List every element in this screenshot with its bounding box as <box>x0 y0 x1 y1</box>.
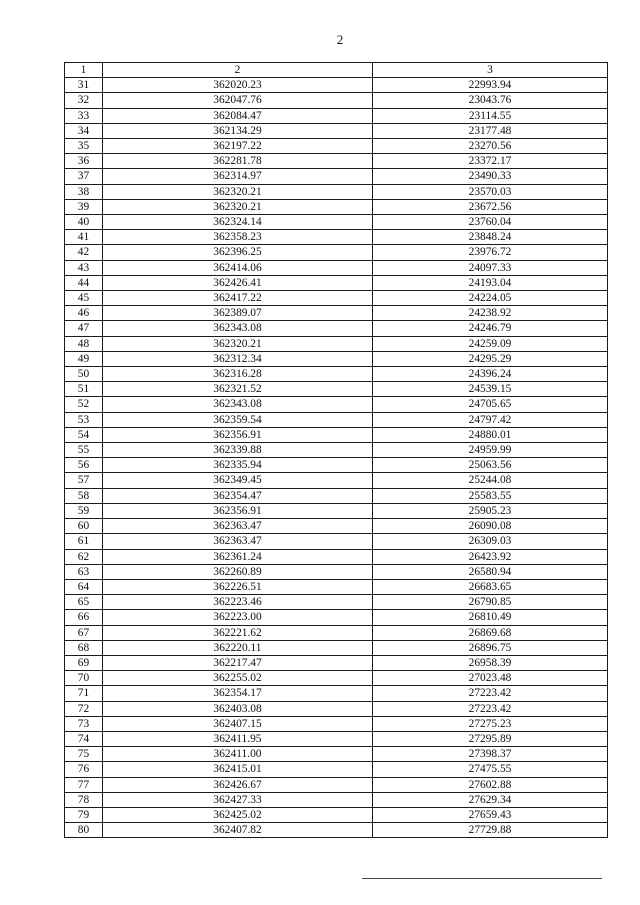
cell-point-number: 34 <box>65 123 103 138</box>
cell-x-coordinate: 362197.22 <box>103 139 373 154</box>
cell-point-number: 40 <box>65 215 103 230</box>
cell-point-number: 58 <box>65 488 103 503</box>
table-row <box>65 351 608 366</box>
cell-x-coordinate: 362403.08 <box>103 701 373 716</box>
table-row <box>65 412 608 427</box>
cell-y-coordinate: 26958.39 <box>373 655 608 670</box>
table-row <box>65 321 608 336</box>
cell-x-coordinate: 362226.51 <box>103 579 373 594</box>
cell-x-coordinate: 362314.97 <box>103 169 373 184</box>
cell-point-number: 45 <box>65 291 103 306</box>
cell-x-coordinate: 362363.47 <box>103 534 373 549</box>
cell-point-number: 75 <box>65 747 103 762</box>
cell-x-coordinate: 362324.14 <box>103 215 373 230</box>
table-row <box>65 458 608 473</box>
table-row <box>65 564 608 579</box>
cell-point-number: 49 <box>65 351 103 366</box>
cell-y-coordinate: 27223.42 <box>373 701 608 716</box>
table-row <box>65 519 608 534</box>
table-row <box>65 382 608 397</box>
cell-point-number: 33 <box>65 108 103 123</box>
table-row <box>65 640 608 655</box>
cell-point-number: 48 <box>65 336 103 351</box>
cell-y-coordinate: 24396.24 <box>373 367 608 382</box>
cell-y-coordinate: 24246.79 <box>373 321 608 336</box>
table-row <box>65 579 608 594</box>
table-row <box>65 169 608 184</box>
cell-y-coordinate: 25905.23 <box>373 503 608 518</box>
cell-point-number: 50 <box>65 367 103 382</box>
cell-y-coordinate: 27295.89 <box>373 731 608 746</box>
cell-y-coordinate: 23270.56 <box>373 139 608 154</box>
table-row <box>65 655 608 670</box>
table-row <box>65 184 608 199</box>
cell-x-coordinate: 362321.52 <box>103 382 373 397</box>
table-row <box>65 397 608 412</box>
cell-y-coordinate: 24295.29 <box>373 351 608 366</box>
cell-point-number: 80 <box>65 823 103 838</box>
coordinates-table <box>64 62 608 838</box>
cell-x-coordinate: 362343.08 <box>103 397 373 412</box>
cell-point-number: 53 <box>65 412 103 427</box>
cell-x-coordinate: 362425.02 <box>103 807 373 822</box>
cell-point-number: 69 <box>65 655 103 670</box>
table-row <box>65 701 608 716</box>
cell-y-coordinate: 26580.94 <box>373 564 608 579</box>
table-row <box>65 716 608 731</box>
cell-point-number: 76 <box>65 762 103 777</box>
cell-x-coordinate: 362320.21 <box>103 199 373 214</box>
cell-x-coordinate: 362356.91 <box>103 503 373 518</box>
cell-y-coordinate: 23570.03 <box>373 184 608 199</box>
cell-y-coordinate: 23043.76 <box>373 93 608 108</box>
cell-point-number: 60 <box>65 519 103 534</box>
cell-y-coordinate: 25063.56 <box>373 458 608 473</box>
table-row <box>65 230 608 245</box>
cell-point-number: 31 <box>65 78 103 93</box>
cell-x-coordinate: 362047.76 <box>103 93 373 108</box>
table-row <box>65 625 608 640</box>
cell-x-coordinate: 362426.67 <box>103 777 373 792</box>
footer-divider <box>362 878 602 879</box>
table-row <box>65 336 608 351</box>
cell-x-coordinate: 362223.46 <box>103 595 373 610</box>
cell-point-number: 37 <box>65 169 103 184</box>
cell-y-coordinate: 22993.94 <box>373 78 608 93</box>
table-row <box>65 777 608 792</box>
cell-x-coordinate: 362361.24 <box>103 549 373 564</box>
table-row <box>65 306 608 321</box>
cell-point-number: 51 <box>65 382 103 397</box>
cell-point-number: 52 <box>65 397 103 412</box>
cell-x-coordinate: 362255.02 <box>103 671 373 686</box>
cell-point-number: 39 <box>65 199 103 214</box>
table-row <box>65 443 608 458</box>
cell-point-number: 61 <box>65 534 103 549</box>
cell-point-number: 70 <box>65 671 103 686</box>
table-row <box>65 93 608 108</box>
cell-x-coordinate: 362411.00 <box>103 747 373 762</box>
table-row <box>65 245 608 260</box>
cell-x-coordinate: 362134.29 <box>103 123 373 138</box>
cell-y-coordinate: 27602.88 <box>373 777 608 792</box>
cell-y-coordinate: 25244.08 <box>373 473 608 488</box>
coordinates-table-body <box>65 63 608 838</box>
cell-y-coordinate: 24224.05 <box>373 291 608 306</box>
cell-x-coordinate: 362415.01 <box>103 762 373 777</box>
cell-x-coordinate: 362339.88 <box>103 443 373 458</box>
cell-y-coordinate: 27729.88 <box>373 823 608 838</box>
cell-y-coordinate: 27398.37 <box>373 747 608 762</box>
cell-point-number: 35 <box>65 139 103 154</box>
cell-point-number: 55 <box>65 443 103 458</box>
cell-y-coordinate: 23490.33 <box>373 169 608 184</box>
cell-point-number: 46 <box>65 306 103 321</box>
table-row <box>65 199 608 214</box>
cell-y-coordinate: 24238.92 <box>373 306 608 321</box>
column-header-x: 2 <box>103 63 373 78</box>
table-row <box>65 595 608 610</box>
column-header-number: 1 <box>65 63 103 78</box>
cell-point-number: 77 <box>65 777 103 792</box>
cell-y-coordinate: 26810.49 <box>373 610 608 625</box>
cell-y-coordinate: 26309.03 <box>373 534 608 549</box>
table-row <box>65 807 608 822</box>
table-row <box>65 367 608 382</box>
cell-x-coordinate: 362427.33 <box>103 792 373 807</box>
table-row <box>65 215 608 230</box>
cell-y-coordinate: 25583.55 <box>373 488 608 503</box>
table-row <box>65 78 608 93</box>
cell-y-coordinate: 24259.09 <box>373 336 608 351</box>
cell-point-number: 32 <box>65 93 103 108</box>
table-row <box>65 139 608 154</box>
cell-point-number: 66 <box>65 610 103 625</box>
cell-point-number: 65 <box>65 595 103 610</box>
table-row <box>65 473 608 488</box>
cell-x-coordinate: 362396.25 <box>103 245 373 260</box>
cell-x-coordinate: 362221.62 <box>103 625 373 640</box>
cell-x-coordinate: 362281.78 <box>103 154 373 169</box>
cell-x-coordinate: 362363.47 <box>103 519 373 534</box>
cell-y-coordinate: 23760.04 <box>373 215 608 230</box>
cell-point-number: 41 <box>65 230 103 245</box>
cell-x-coordinate: 362354.47 <box>103 488 373 503</box>
cell-y-coordinate: 24797.42 <box>373 412 608 427</box>
cell-y-coordinate: 24193.04 <box>373 275 608 290</box>
cell-point-number: 44 <box>65 275 103 290</box>
cell-y-coordinate: 24097.33 <box>373 260 608 275</box>
table-row <box>65 503 608 518</box>
cell-x-coordinate: 362426.41 <box>103 275 373 290</box>
cell-y-coordinate: 23672.56 <box>373 199 608 214</box>
table-row <box>65 792 608 807</box>
cell-x-coordinate: 362359.54 <box>103 412 373 427</box>
cell-y-coordinate: 27659.43 <box>373 807 608 822</box>
cell-point-number: 36 <box>65 154 103 169</box>
cell-point-number: 54 <box>65 427 103 442</box>
table-row <box>65 291 608 306</box>
cell-point-number: 78 <box>65 792 103 807</box>
table-row <box>65 762 608 777</box>
cell-x-coordinate: 362356.91 <box>103 427 373 442</box>
table-row <box>65 275 608 290</box>
table-row <box>65 671 608 686</box>
cell-y-coordinate: 26869.68 <box>373 625 608 640</box>
cell-point-number: 64 <box>65 579 103 594</box>
cell-x-coordinate: 362223.00 <box>103 610 373 625</box>
cell-point-number: 47 <box>65 321 103 336</box>
cell-x-coordinate: 362407.82 <box>103 823 373 838</box>
cell-y-coordinate: 24539.15 <box>373 382 608 397</box>
cell-y-coordinate: 23114.55 <box>373 108 608 123</box>
cell-point-number: 71 <box>65 686 103 701</box>
table-row <box>65 731 608 746</box>
cell-x-coordinate: 362084.47 <box>103 108 373 123</box>
cell-y-coordinate: 23848.24 <box>373 230 608 245</box>
cell-x-coordinate: 362354.17 <box>103 686 373 701</box>
cell-point-number: 63 <box>65 564 103 579</box>
cell-x-coordinate: 362389.07 <box>103 306 373 321</box>
table-row <box>65 154 608 169</box>
cell-point-number: 67 <box>65 625 103 640</box>
cell-y-coordinate: 26423.92 <box>373 549 608 564</box>
cell-x-coordinate: 362417.22 <box>103 291 373 306</box>
cell-point-number: 73 <box>65 716 103 731</box>
cell-point-number: 79 <box>65 807 103 822</box>
cell-x-coordinate: 362414.06 <box>103 260 373 275</box>
table-row <box>65 747 608 762</box>
cell-x-coordinate: 362260.89 <box>103 564 373 579</box>
page-number: 2 <box>336 32 344 47</box>
cell-y-coordinate: 23976.72 <box>373 245 608 260</box>
table-row <box>65 534 608 549</box>
cell-x-coordinate: 362407.15 <box>103 716 373 731</box>
cell-x-coordinate: 362316.28 <box>103 367 373 382</box>
cell-y-coordinate: 26683.65 <box>373 579 608 594</box>
cell-x-coordinate: 362320.21 <box>103 184 373 199</box>
cell-y-coordinate: 27629.34 <box>373 792 608 807</box>
cell-y-coordinate: 24705.65 <box>373 397 608 412</box>
cell-x-coordinate: 362343.08 <box>103 321 373 336</box>
cell-y-coordinate: 23177.48 <box>373 123 608 138</box>
cell-x-coordinate: 362020.23 <box>103 78 373 93</box>
cell-point-number: 42 <box>65 245 103 260</box>
cell-y-coordinate: 27023.48 <box>373 671 608 686</box>
cell-y-coordinate: 27475.55 <box>373 762 608 777</box>
cell-point-number: 68 <box>65 640 103 655</box>
cell-y-coordinate: 26090.08 <box>373 519 608 534</box>
table-row <box>65 823 608 838</box>
cell-y-coordinate: 23372.17 <box>373 154 608 169</box>
table-row <box>65 610 608 625</box>
cell-point-number: 62 <box>65 549 103 564</box>
cell-point-number: 57 <box>65 473 103 488</box>
cell-y-coordinate: 24880.01 <box>373 427 608 442</box>
cell-x-coordinate: 362358.23 <box>103 230 373 245</box>
cell-x-coordinate: 362220.11 <box>103 640 373 655</box>
cell-point-number: 38 <box>65 184 103 199</box>
table-row <box>65 108 608 123</box>
cell-x-coordinate: 362335.94 <box>103 458 373 473</box>
cell-point-number: 59 <box>65 503 103 518</box>
cell-y-coordinate: 27275.23 <box>373 716 608 731</box>
cell-x-coordinate: 362217.47 <box>103 655 373 670</box>
table-row <box>65 488 608 503</box>
table-row <box>65 549 608 564</box>
cell-x-coordinate: 362320.21 <box>103 336 373 351</box>
cell-point-number: 74 <box>65 731 103 746</box>
cell-y-coordinate: 27223.42 <box>373 686 608 701</box>
table-row <box>65 427 608 442</box>
cell-x-coordinate: 362312.34 <box>103 351 373 366</box>
cell-y-coordinate: 26896.75 <box>373 640 608 655</box>
cell-y-coordinate: 24959.99 <box>373 443 608 458</box>
cell-y-coordinate: 26790.85 <box>373 595 608 610</box>
table-row <box>65 260 608 275</box>
cell-point-number: 56 <box>65 458 103 473</box>
table-row <box>65 123 608 138</box>
table-header-row <box>65 63 608 78</box>
cell-point-number: 43 <box>65 260 103 275</box>
table-row <box>65 686 608 701</box>
cell-point-number: 72 <box>65 701 103 716</box>
cell-x-coordinate: 362349.45 <box>103 473 373 488</box>
cell-x-coordinate: 362411.95 <box>103 731 373 746</box>
column-header-y: 3 <box>373 63 608 78</box>
